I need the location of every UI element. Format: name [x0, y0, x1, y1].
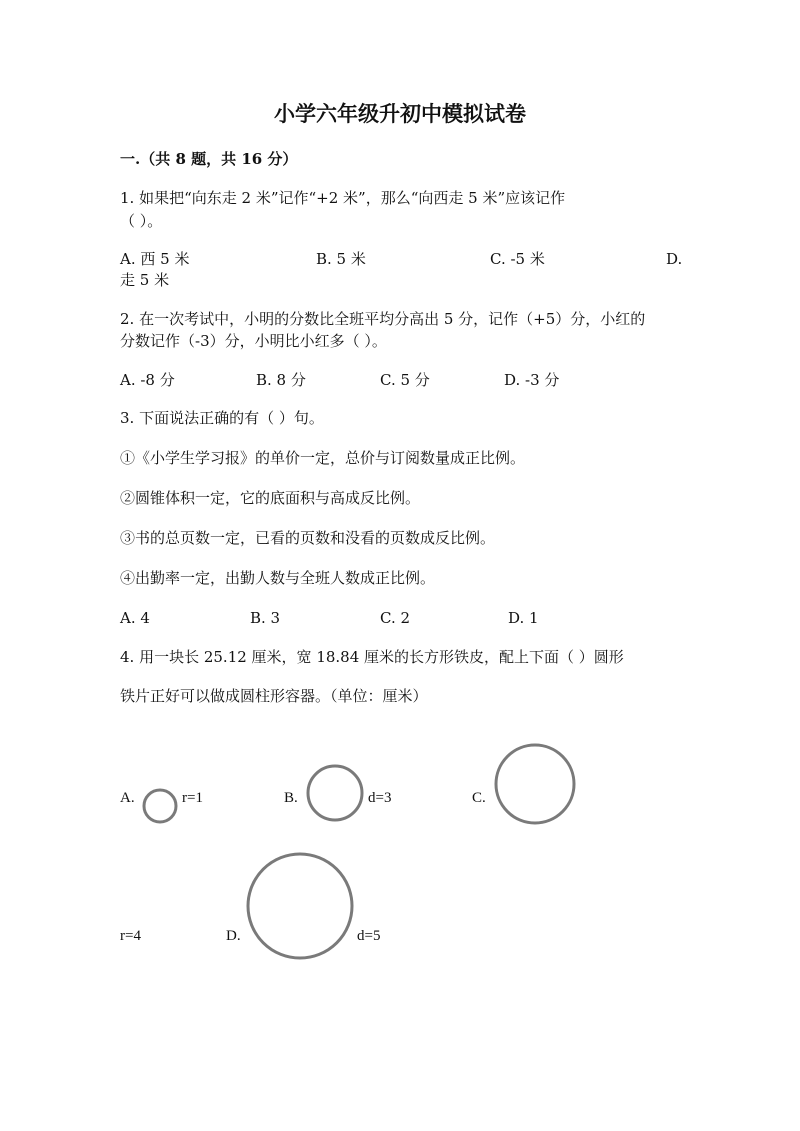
q2-option-b[interactable]: B. 8 分 [256, 371, 306, 389]
q3-statement-4: ④出勤率一定，出勤人数与全班人数成正比例。 [120, 569, 436, 587]
q2-option-a[interactable]: A. -8 分 [120, 371, 175, 389]
q4-circle-b[interactable] [308, 766, 362, 820]
q4-label-b: B. [284, 790, 298, 806]
q3-statement-3: ③书的总页数一定，已看的页数和没看的页数成反比例。 [120, 529, 496, 547]
q1-text-line-1: 1. 如果把“向东走 2 米”记作“+2 米”，那么“向西走 5 米”应该记作 [120, 189, 566, 207]
q3-statement-1: ①《小学生学习报》的单价一定，总价与订阅数量成正比例。 [120, 449, 526, 467]
page-title: 小学六年级升初中模拟试卷 [274, 101, 526, 126]
q2-text-line-1: 2. 在一次考试中，小明的分数比全班平均分高出 5 分，记作（+5）分，小红的 [120, 310, 646, 328]
q1-option-c[interactable]: C. -5 米 [490, 250, 545, 268]
q1-option-b[interactable]: B. 5 米 [316, 250, 366, 268]
q4-value-c: r=4 [120, 928, 141, 944]
q4-value-a: r=1 [182, 790, 203, 806]
q4-circle-c[interactable] [496, 745, 574, 823]
q3-text: 3. 下面说法正确的有（ ）句。 [120, 409, 324, 427]
q1-text-line-2: （ ）。 [120, 212, 163, 230]
q2-option-c[interactable]: C. 5 分 [380, 371, 430, 389]
q4-value-b: d=3 [368, 790, 392, 806]
q2-text-line-2: 分数记作（-3）分，小明比小红多（ ）。 [120, 332, 387, 350]
q1-option-a[interactable]: A. 西 5 米 [120, 250, 190, 268]
q1-option-d[interactable]: D. [666, 250, 683, 268]
q4-circle-a[interactable] [144, 790, 176, 822]
q4-circle-d[interactable] [248, 854, 352, 958]
q3-option-d[interactable]: D. 1 [508, 609, 539, 627]
q3-option-a[interactable]: A. 4 [120, 609, 150, 627]
q3-statement-2: ②圆锥体积一定，它的底面积与高成反比例。 [120, 489, 421, 507]
q4-label-c: C. [472, 790, 486, 806]
q4-label-a: A. [120, 790, 135, 806]
q4-value-d: d=5 [357, 928, 381, 944]
q4-text-line-2: 铁片正好可以做成圆柱形容器。（单位：厘米） [120, 687, 428, 705]
q2-option-d[interactable]: D. -3 分 [504, 371, 560, 389]
q4-text-line-1: 4. 用一块长 25.12 厘米，宽 18.84 厘米的长方形铁皮，配上下面（ ）圆形 [120, 648, 624, 666]
q3-option-c[interactable]: C. 2 [380, 609, 411, 627]
q4-label-d: D. [226, 928, 241, 944]
q3-option-b[interactable]: B. 3 [250, 609, 281, 627]
q1-option-d-wrap: 走 5 米 [120, 271, 170, 289]
section-heading: 一.（共 8 题，共 16 分） [120, 150, 298, 168]
